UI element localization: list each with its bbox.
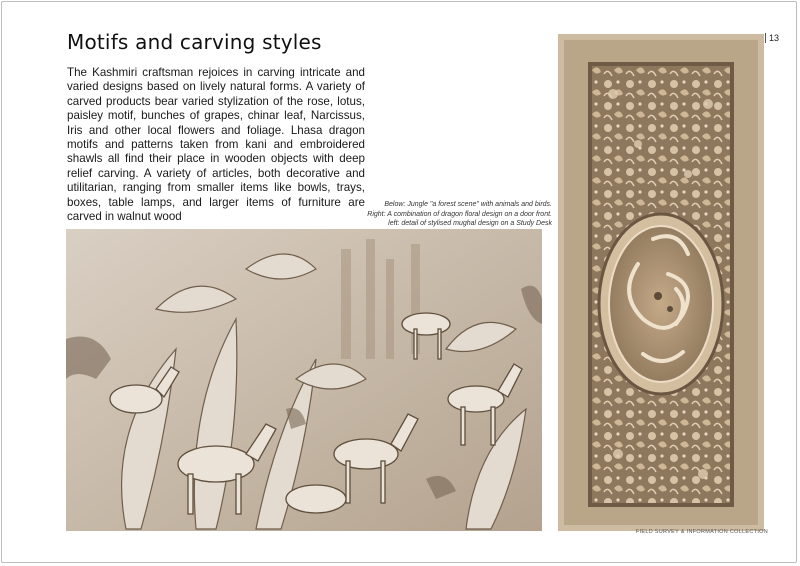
footer-label: FIELD SURVEY & INFORMATION COLLECTION [635, 529, 768, 535]
page-number: 13 [765, 33, 779, 43]
jungle-carving-photo [66, 229, 542, 531]
caption-line-2: Right: A combination of dragon floral design on a door front. [367, 210, 552, 218]
jungle-carving-art [66, 229, 542, 531]
page-title: Motifs and carving styles [67, 30, 322, 54]
image-caption [312, 200, 552, 229]
body-paragraph: The Kashmiri craftsman rejoices in carving intricate and varied designs based on lively natural forms. A variety of carved products bear varied stylization of the rose, lotus, paisley motif, bunches of grapes, chinar leaf, Narcissus, Iris and other local flowers and foliage. Lhasa dragon motifs and patterns taken from kani and embroidered shawls all find their place in wooden objects with deep relief carving. A variety of articles, both decorative and utilitarian, ranging from smaller items like bowls, trays, boxes, table lamps, and larger items of furniture are carved in walnut wood [67, 66, 365, 224]
caption-line-1: Below: Jungle "a forest scene" with animals and birds. [384, 201, 552, 208]
carved-door-photo [558, 34, 764, 531]
caption-line-3: left: detail of stylised mughal design on a Study Desk [388, 220, 552, 228]
door-carving-art [558, 34, 764, 531]
